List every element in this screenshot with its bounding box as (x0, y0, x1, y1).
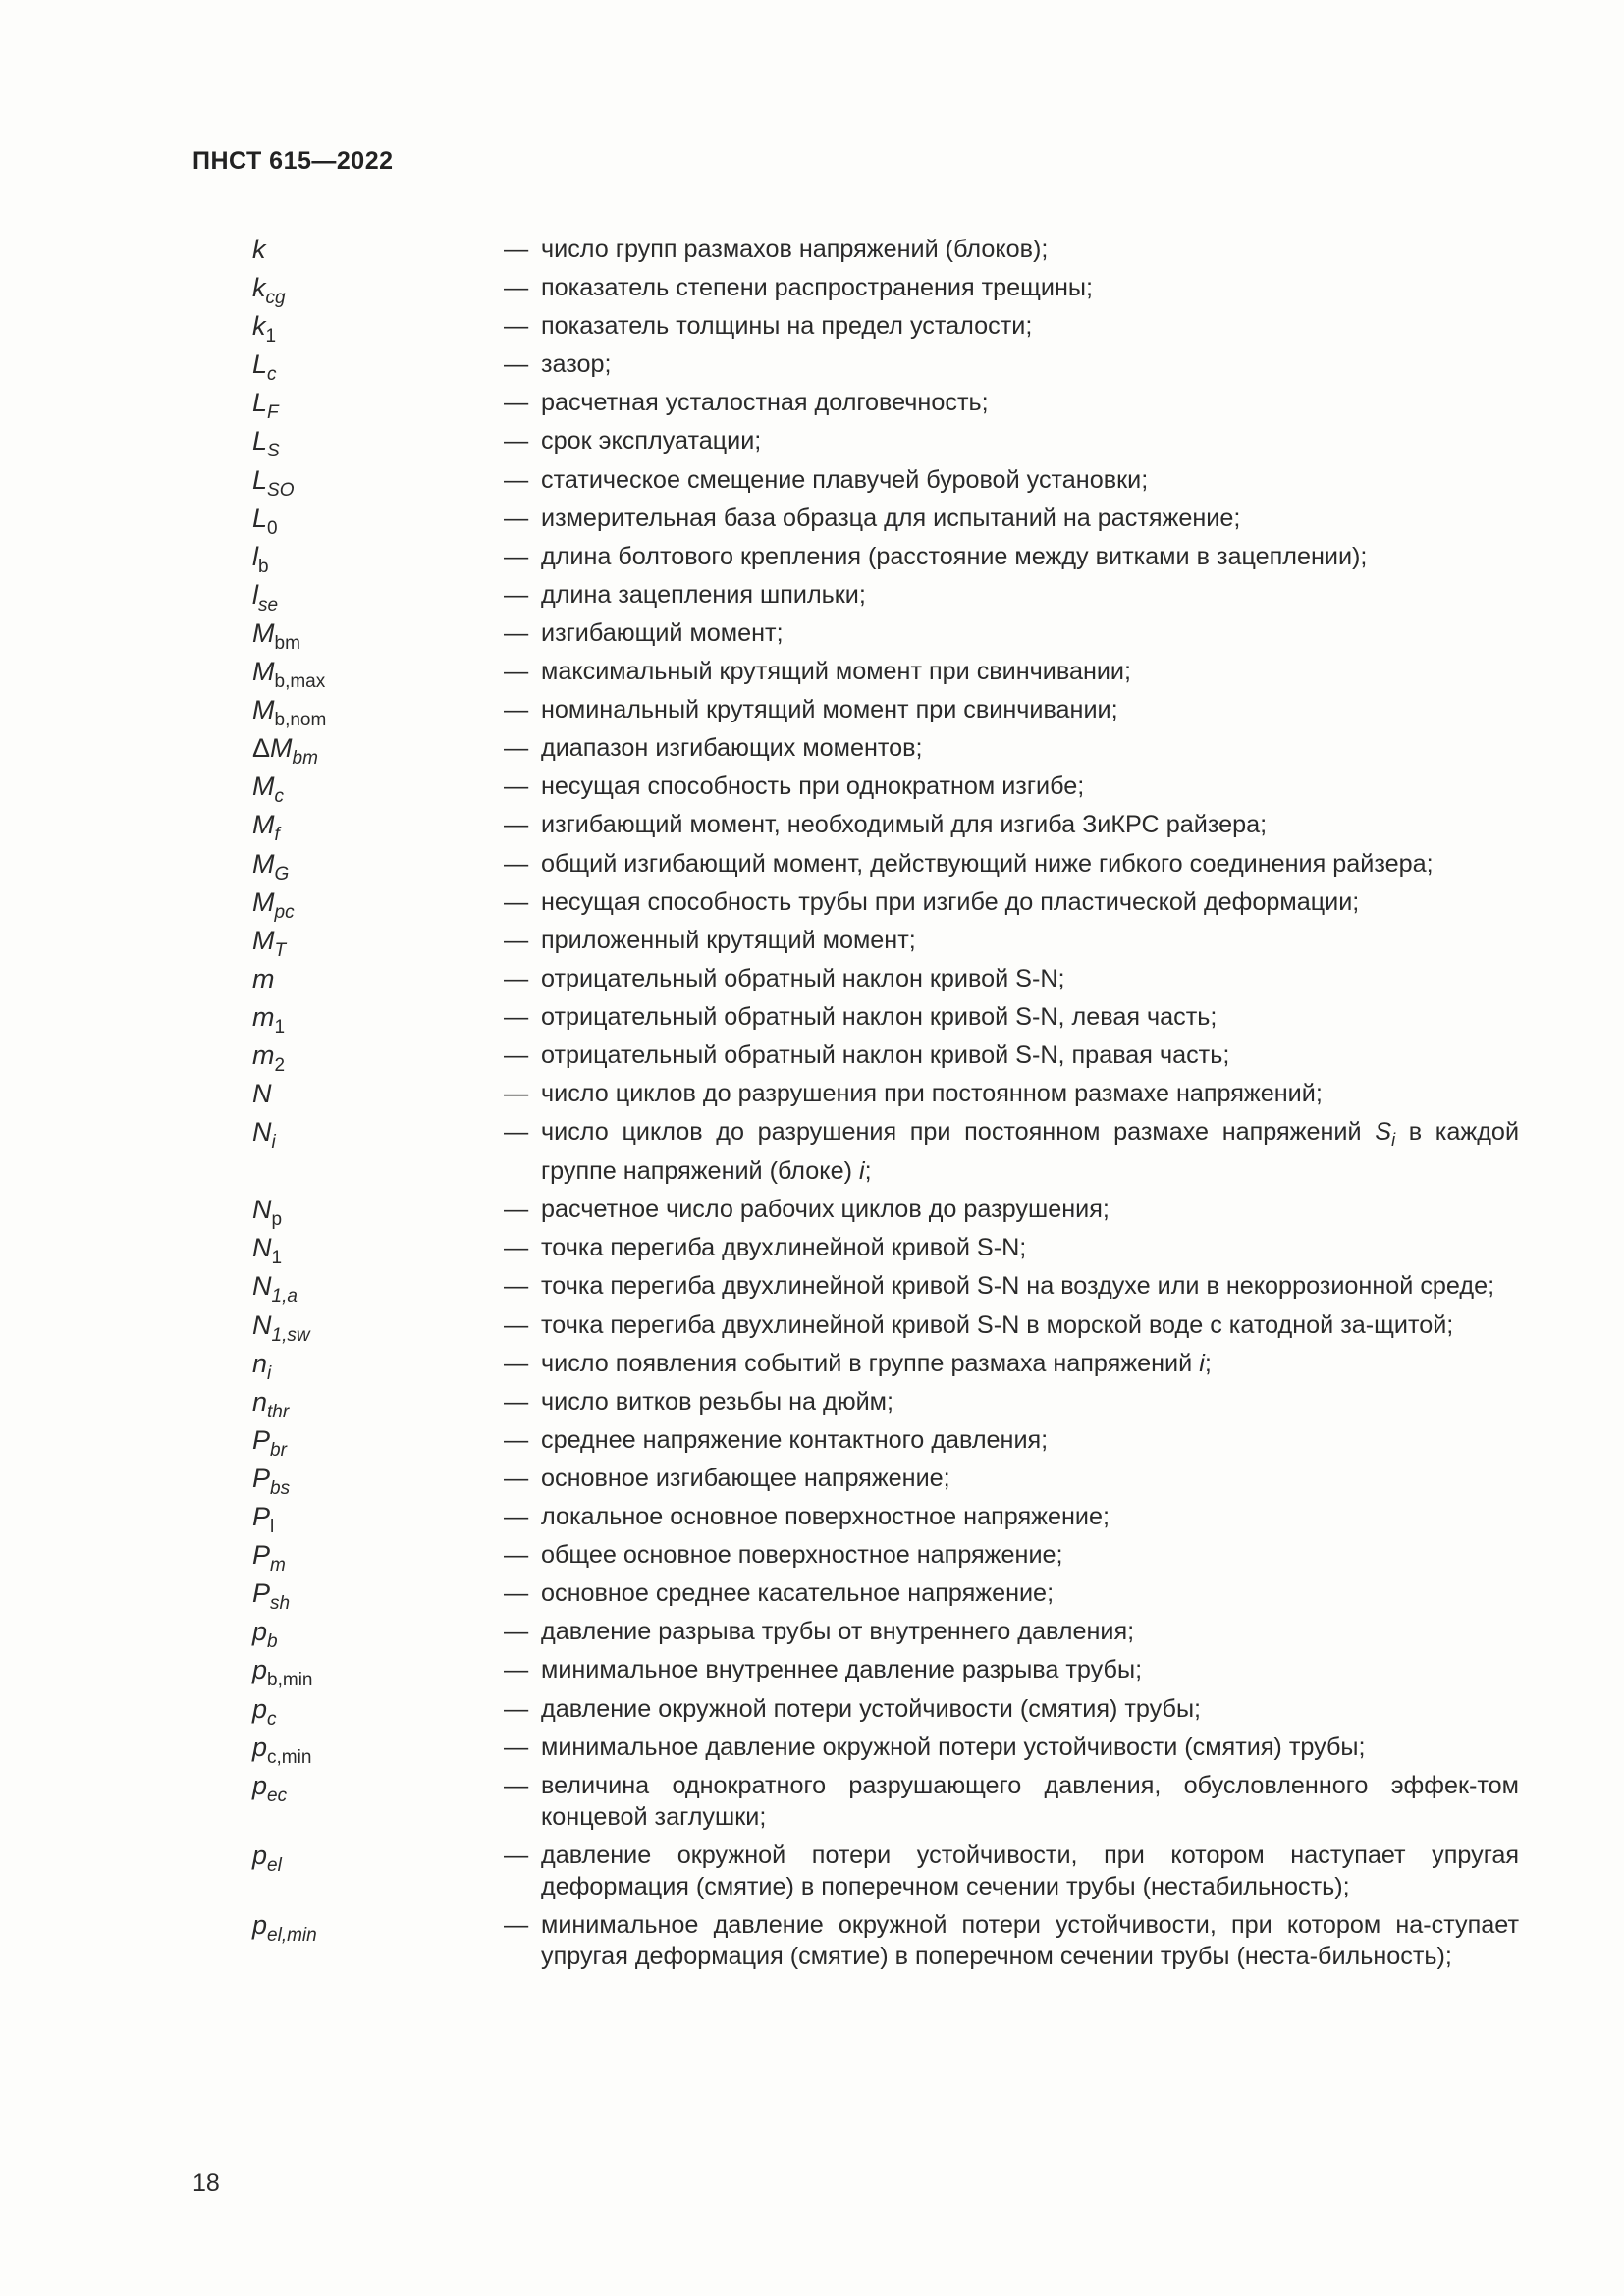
em-dash: — (504, 1349, 529, 1377)
symbol-base: m (252, 1001, 275, 1032)
symbol (252, 503, 504, 539)
symbol (252, 579, 504, 615)
em-dash: — (504, 618, 529, 647)
symbol-subscript: se (258, 594, 279, 615)
symbol-subscript: c (274, 786, 284, 808)
definition-text (541, 1348, 1519, 1379)
symbol-base: p (252, 1693, 268, 1724)
definition-text: номинальный крутящий момент при свинчивании; (541, 696, 1118, 724)
definition-text: изгибающий момент; (541, 618, 784, 647)
em-dash: — (504, 1503, 529, 1531)
symbol-base: N (252, 1309, 272, 1340)
em-dash: — (504, 1425, 529, 1454)
symbol-base: P (252, 1463, 271, 1493)
symbol-subscript: pc (274, 901, 295, 923)
symbol-base: p (252, 1770, 268, 1800)
em-dash: — (504, 504, 529, 532)
em-dash: — (504, 1002, 529, 1031)
em-dash: — (504, 773, 529, 801)
definition-text: приложенный крутящий момент; (541, 926, 916, 954)
symbol-base: k (252, 273, 266, 303)
em-dash: — (504, 696, 529, 724)
em-dash: — (504, 1196, 529, 1224)
em-dash: — (504, 1080, 529, 1108)
em-dash: — (504, 1618, 529, 1646)
symbol (252, 732, 504, 770)
symbol (252, 1270, 504, 1308)
symbol (252, 1078, 504, 1109)
symbol-subscript: br (270, 1439, 287, 1461)
symbol-subscript: G (274, 863, 290, 884)
definition-text: показатель толщины на предел усталости; (541, 312, 1033, 341)
definition-text: статическое смещение плавучей буровой установки; (541, 465, 1149, 494)
em-dash: — (504, 1771, 529, 1799)
definition-row (252, 809, 1519, 846)
definition-text: точка перегиба двухлинейной кривой S-N на воздухе или в некоррозионной среде; (541, 1272, 1495, 1301)
em-dash: — (504, 1656, 529, 1684)
symbol-base: k (252, 235, 266, 264)
definition-row (252, 1424, 1519, 1461)
symbol (252, 963, 504, 994)
symbol-base: p (252, 1909, 268, 1940)
symbol (252, 1194, 504, 1231)
definition-row (252, 1386, 1519, 1422)
symbol-base: M (252, 695, 275, 725)
em-dash: — (504, 1694, 529, 1723)
symbol (252, 886, 504, 923)
symbol-base: M (252, 772, 275, 802)
symbol (252, 464, 504, 501)
symbol-subscript: 1,sw (271, 1324, 310, 1346)
symbol-base: l (252, 541, 258, 571)
definition-text: минимальное внутреннее давление разрыва трубы; (541, 1656, 1143, 1684)
symbol-subscript: thr (267, 1401, 290, 1422)
definition-row (252, 848, 1519, 884)
em-dash: — (504, 964, 529, 992)
symbol-subscript: p (271, 1209, 283, 1231)
definition-text-part: ; (1204, 1349, 1212, 1377)
symbol-subscript: m (270, 1555, 286, 1576)
symbol-subscript: el,min (267, 1924, 317, 1946)
definition-row (252, 732, 1519, 770)
symbol-subscript: cg (265, 288, 286, 309)
symbol-base: N (252, 1271, 272, 1302)
symbol (252, 1539, 504, 1576)
inline-symbol: i (1199, 1349, 1205, 1377)
definition-row (252, 425, 1519, 462)
symbol-base: P (252, 1424, 271, 1455)
definition-row (252, 617, 1519, 654)
symbol-subscript: b (267, 1631, 278, 1653)
definition-text: точка перегиба двухлинейной кривой S-N; (541, 1234, 1027, 1262)
symbol (252, 1770, 504, 1806)
definition-text: расчетная усталостная долговечность; (541, 389, 989, 417)
symbol (252, 1001, 504, 1038)
definition-text: давление окружной потери устойчивости (смятия) трубы; (541, 1694, 1202, 1723)
symbol (252, 1732, 504, 1768)
symbol-subscript: f (274, 825, 280, 846)
definition-row (252, 1078, 1519, 1109)
em-dash: — (504, 1579, 529, 1608)
definition-row (252, 1732, 1519, 1768)
symbol-subscript: bm (274, 632, 300, 654)
symbol (252, 1040, 504, 1076)
symbol-base: n (252, 1348, 268, 1378)
symbol-subscript: l (270, 1517, 275, 1538)
em-dash: — (504, 427, 529, 455)
definition-text: отрицательный обратный наклон кривой S-N; (541, 964, 1065, 992)
definition-row (252, 1194, 1519, 1231)
symbol-subscript: 2 (274, 1054, 286, 1076)
symbol (252, 1840, 504, 1876)
symbol-subscript: bs (270, 1477, 291, 1499)
definition-row (252, 925, 1519, 961)
definition-row (252, 1577, 1519, 1615)
definition-text: давление окружной потери устойчивости, при котором наступает упругая деформация (смятие) в поперечном сечении трубы (нестабильность); (541, 1841, 1519, 1900)
symbol (252, 925, 504, 961)
symbol-base: L (252, 388, 268, 418)
em-dash: — (504, 1118, 529, 1147)
symbol-base: M (252, 925, 275, 955)
symbol (252, 1909, 504, 1946)
definition-row (252, 1463, 1519, 1499)
symbol-subscript: c (267, 1708, 277, 1730)
definition-row (252, 656, 1519, 693)
symbol-base: L (252, 349, 268, 380)
em-dash: — (504, 1041, 529, 1069)
symbol-base: N (252, 1117, 272, 1148)
definition-row (252, 886, 1519, 923)
definition-row (252, 1116, 1519, 1187)
symbol (252, 1386, 504, 1422)
symbol-subscript: el (267, 1854, 282, 1876)
definition-text-part: в каждой группе напряжений (блоке) (541, 1118, 1520, 1186)
definition-row (252, 1840, 1519, 1902)
symbol (252, 1693, 504, 1730)
em-dash: — (504, 734, 529, 763)
symbol (252, 694, 504, 731)
symbol-base: n (252, 1386, 268, 1416)
em-dash: — (504, 1733, 529, 1761)
definition-text: отрицательный обратный наклон кривой S-N, правая часть; (541, 1041, 1230, 1069)
definition-row (252, 503, 1519, 539)
definition-text: расчетное число рабочих циклов до разрушения; (541, 1196, 1110, 1224)
definition-text: давление разрыва трубы от внутреннего давления; (541, 1618, 1135, 1646)
em-dash: — (504, 580, 529, 609)
em-dash: — (504, 1310, 529, 1339)
symbol-base: N (252, 1079, 272, 1109)
symbol (252, 1463, 504, 1499)
symbol-subscript: i (271, 1132, 276, 1153)
symbol-subscript: T (274, 939, 287, 961)
symbol-subscript: SO (267, 479, 295, 501)
symbol-base: p (252, 1732, 268, 1762)
em-dash: — (504, 1541, 529, 1570)
symbol-base: P (252, 1502, 271, 1532)
definition-row (252, 1040, 1519, 1076)
symbol (252, 771, 504, 808)
definition-text-part: число появления событий в группе размаха напряжений (541, 1349, 1193, 1377)
symbol (252, 1348, 504, 1384)
symbol-definitions-list (252, 234, 1519, 1979)
em-dash: — (504, 542, 529, 570)
definition-row (252, 1309, 1519, 1346)
definition-text: общий изгибающий момент, действующий ниже гибкого соединения райзера; (541, 849, 1434, 878)
definition-text: отрицательный обратный наклон кривой S-N, левая часть; (541, 1002, 1218, 1031)
symbol-base: l (252, 579, 258, 610)
symbol-base: P (252, 1578, 271, 1609)
em-dash: — (504, 1234, 529, 1262)
symbol-subscript: 1 (265, 326, 277, 347)
definition-row (252, 1001, 1519, 1038)
symbol-subscript: b,min (267, 1670, 313, 1691)
em-dash: — (504, 887, 529, 916)
symbol-subscript: b,max (274, 671, 326, 693)
symbol-base: M (270, 733, 293, 764)
symbol (252, 1309, 504, 1346)
em-dash: — (504, 811, 529, 839)
em-dash: — (504, 350, 529, 379)
symbol (252, 425, 504, 462)
definition-row (252, 1693, 1519, 1730)
em-dash: — (504, 274, 529, 302)
symbol-subscript: c (267, 364, 277, 386)
symbol (252, 656, 504, 693)
definition-text: число витков резьбы на дюйм; (541, 1387, 893, 1415)
symbol (252, 1424, 504, 1461)
definition-text: диапазон изгибающих моментов; (541, 734, 923, 763)
definition-row (252, 1909, 1519, 1972)
definition-text: срок эксплуатации; (541, 427, 762, 455)
symbol-base: M (252, 848, 275, 879)
symbol-base: m (252, 1040, 275, 1070)
definition-text: зазор; (541, 350, 612, 379)
definition-text: число групп размахов напряжений (блоков); (541, 236, 1049, 263)
em-dash: — (504, 1272, 529, 1301)
definition-text (541, 1116, 1519, 1187)
symbol-base: L (252, 503, 268, 533)
definition-row (252, 1539, 1519, 1576)
definition-row (252, 579, 1519, 615)
symbol-prefix: Δ (252, 733, 271, 764)
symbol-base: N (252, 1233, 272, 1263)
document-code: ПНСТ 615—2022 (192, 147, 394, 175)
definition-row (252, 963, 1519, 994)
definition-row (252, 272, 1519, 309)
symbol-subscript: 1 (274, 1016, 286, 1038)
em-dash: — (504, 1464, 529, 1492)
symbol (252, 848, 504, 884)
definition-text-part: число циклов до разрушения при постоянном размахе напряжений (541, 1118, 1362, 1147)
symbol-base: p (252, 1655, 268, 1685)
definition-row (252, 1654, 1519, 1691)
definition-text: измерительная база образца для испытаний на растяжение; (541, 504, 1241, 532)
em-dash: — (504, 236, 529, 263)
definition-text: минимальное давление окружной потери устойчивости (смятия) трубы; (541, 1733, 1366, 1761)
inline-symbol-subscript: i (1391, 1130, 1396, 1150)
symbol-base: M (252, 886, 275, 917)
definition-text: минимальное давление окружной потери устойчивости, при котором на-ступает упругая деформация (смятие) в поперечном сечении трубы (неста-бильность); (541, 1910, 1519, 1970)
symbol-base: k (252, 311, 266, 342)
symbol (252, 387, 504, 424)
symbol-subscript: ec (267, 1785, 288, 1806)
symbol-base: M (252, 657, 275, 687)
symbol (252, 1616, 504, 1653)
definition-text: основное изгибающее напряжение; (541, 1464, 950, 1492)
definition-text: точка перегиба двухлинейной кривой S-N в морской воде с катодной за-щитой; (541, 1310, 1454, 1339)
definition-text-part: ; (864, 1157, 872, 1186)
page-number: 18 (192, 2169, 220, 2197)
definition-text: показатель степени распространения трещины; (541, 274, 1093, 302)
definition-row (252, 464, 1519, 501)
definition-text: длина болтового крепления (расстояние между витками в зацеплении); (541, 542, 1368, 570)
symbol (252, 234, 504, 265)
em-dash: — (504, 1910, 529, 1939)
definition-row (252, 234, 1519, 265)
symbol (252, 348, 504, 386)
symbol (252, 541, 504, 577)
em-dash: — (504, 926, 529, 954)
definition-row (252, 387, 1519, 424)
symbol (252, 809, 504, 846)
definition-text: изгибающий момент, необходимый для изгиба ЗиКРС райзера; (541, 811, 1268, 839)
symbol-subscript: b,nom (274, 710, 327, 731)
em-dash: — (504, 389, 529, 417)
symbol-subscript: 1 (271, 1248, 283, 1269)
definition-row (252, 771, 1519, 808)
symbol-base: P (252, 1540, 271, 1571)
definition-text: несущая способность трубы при изгибе до пластической деформации; (541, 887, 1360, 916)
em-dash: — (504, 1841, 529, 1869)
definition-row (252, 1232, 1519, 1269)
definition-text: максимальный крутящий момент при свинчивании; (541, 658, 1131, 686)
em-dash: — (504, 465, 529, 494)
symbol (252, 617, 504, 654)
symbol (252, 310, 504, 347)
inline-symbol: S (1375, 1118, 1392, 1147)
definition-text: основное среднее касательное напряжение; (541, 1579, 1055, 1608)
symbol-base: L (252, 464, 268, 495)
em-dash: — (504, 849, 529, 878)
definition-row (252, 1616, 1519, 1653)
em-dash: — (504, 1387, 529, 1415)
symbol-base: p (252, 1840, 268, 1870)
symbol-subscript: 1,a (271, 1286, 298, 1308)
definition-row (252, 1501, 1519, 1538)
definition-text: общее основное поверхностное напряжение; (541, 1541, 1063, 1570)
symbol-base: M (252, 617, 275, 648)
symbol-base: m (252, 963, 275, 993)
symbol-base: L (252, 426, 268, 456)
symbol-subscript: S (267, 441, 280, 462)
symbol-subscript: b (258, 556, 269, 577)
symbol (252, 1232, 504, 1269)
symbol-subscript: F (267, 402, 279, 424)
symbol-base: M (252, 810, 275, 840)
symbol-subscript: bm (292, 748, 318, 770)
symbol (252, 1654, 504, 1691)
symbol-subscript: 0 (267, 517, 278, 539)
definition-text: среднее напряжение контактного давления; (541, 1425, 1049, 1454)
definition-row (252, 310, 1519, 347)
definition-text: локальное основное поверхностное напряжение; (541, 1503, 1110, 1531)
symbol (252, 272, 504, 309)
definition-row (252, 348, 1519, 386)
symbol-base: N (252, 1195, 272, 1225)
symbol-subscript: c,min (267, 1746, 312, 1768)
inline-symbol: i (858, 1157, 865, 1186)
definition-row (252, 1348, 1519, 1384)
definition-row (252, 1270, 1519, 1308)
symbol (252, 1577, 504, 1615)
definition-text: длина зацепления шпильки; (541, 580, 866, 609)
definition-text: несущая способность при однократном изгибе; (541, 773, 1085, 801)
symbol (252, 1501, 504, 1538)
em-dash: — (504, 658, 529, 686)
definition-text: число циклов до разрушения при постоянном размахе напряжений; (541, 1080, 1323, 1108)
symbol-subscript: sh (270, 1593, 291, 1615)
definition-text: величина однократного разрушающего давления, обусловленного эффек-том концевой заглушки; (541, 1771, 1519, 1831)
definition-row (252, 694, 1519, 731)
definition-row (252, 541, 1519, 577)
symbol (252, 1116, 504, 1153)
em-dash: — (504, 312, 529, 341)
symbol-base: p (252, 1617, 268, 1647)
symbol-subscript: i (267, 1362, 272, 1384)
definition-row (252, 1770, 1519, 1833)
